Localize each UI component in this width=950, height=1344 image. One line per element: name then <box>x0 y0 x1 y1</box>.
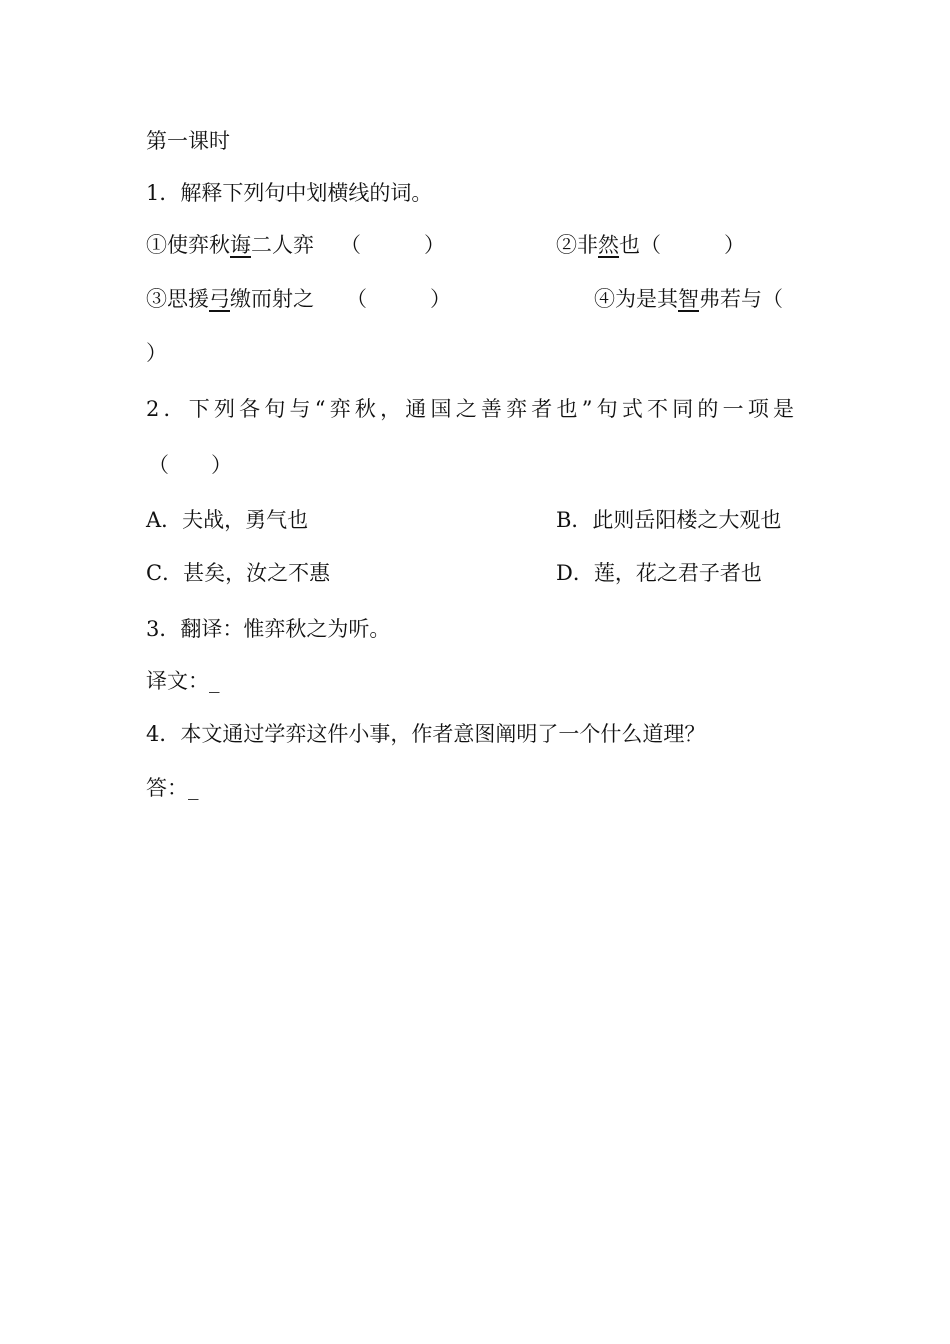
q1-item-1-pre: ①使弈秋 <box>146 233 230 257</box>
q1-item-4-blank-close[interactable]: ） <box>146 341 167 365</box>
q2-option-a: A．夫战，勇气也 <box>146 508 309 532</box>
question-3-answer-line[interactable]: 译文：_ <box>146 669 220 693</box>
q2-option-b: B．此则岳阳楼之大观也 <box>556 508 782 532</box>
q1-item-1 <box>146 231 314 259</box>
q2-option-d: D．莲，花之君子者也 <box>556 561 762 585</box>
q1-item-4 <box>594 285 783 313</box>
question-4-answer-line[interactable]: 答：_ <box>146 776 199 800</box>
q1-item-2-blank[interactable]: （ ） <box>640 233 745 257</box>
question-3-stem: 3．翻译：惟弈秋之为听。 <box>146 617 391 641</box>
q1-item-4-pre: ④为是其 <box>594 287 678 311</box>
q1-item-4-underlined-word: 智 <box>678 287 699 311</box>
question-1-stem: 1．解释下列句中划横线的词。 <box>146 181 433 205</box>
q1-item-2-post: 也 <box>619 233 640 257</box>
question-2-blank[interactable]: （ ） <box>148 453 232 477</box>
question-2-stem: 2．下列各句与“弈秋，通国之善弈者也”句式不同的一项是 <box>146 397 799 421</box>
q1-item-3 <box>146 285 314 313</box>
q1-item-3-blank[interactable]: （ ） <box>346 287 451 311</box>
q1-item-1-underlined-word: 诲 <box>230 233 251 257</box>
q1-item-2-pre: ②非 <box>556 233 598 257</box>
question-4-stem: 4．本文通过学弈这件小事，作者意图阐明了一个什么道理？ <box>146 722 706 746</box>
q2-option-c: C．甚矣，汝之不惠 <box>146 561 331 585</box>
q1-item-1-post: 二人弈 <box>251 233 314 257</box>
q1-item-2-underlined-word: 然 <box>598 233 619 257</box>
q1-item-2 <box>556 231 745 259</box>
q1-item-3-post: 缴而射之 <box>230 287 314 311</box>
lesson-title: 第一课时 <box>146 129 230 153</box>
q1-item-1-blank[interactable]: （ ） <box>340 233 445 257</box>
q1-item-4-blank-open[interactable]: （ <box>762 287 783 311</box>
q1-item-3-underlined-word: 弓 <box>209 287 230 311</box>
q1-item-3-pre: ③思援 <box>146 287 209 311</box>
q1-item-4-post: 弗若与 <box>699 287 762 311</box>
